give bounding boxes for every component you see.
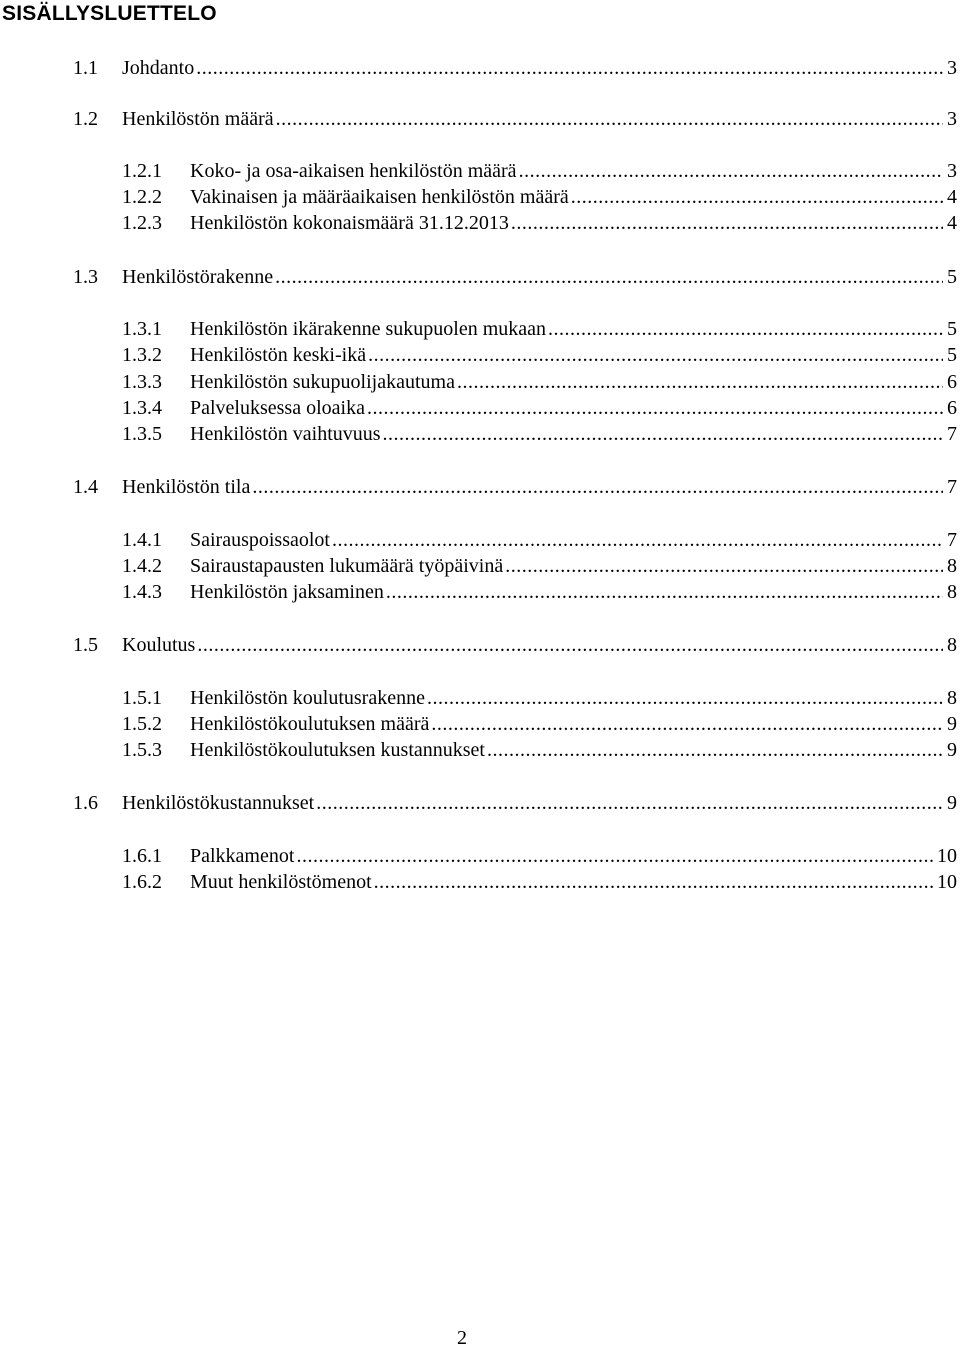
toc-entry-number: 1.2.3	[122, 212, 162, 234]
toc-entry-title: Vakinaisen ja määräaikaisen henkilöstön määrä	[190, 186, 569, 208]
toc-entry-title: Koulutus	[122, 634, 196, 656]
toc-entry-1-2[interactable]	[73, 106, 957, 132]
dot-leader	[275, 264, 943, 290]
page-number: 2	[457, 1327, 467, 1349]
toc-entry-1-2-2[interactable]	[122, 184, 957, 210]
dot-leader	[383, 421, 943, 447]
toc-entry-title: Henkilöstökoulutuksen kustannukset	[190, 739, 485, 761]
toc-entry-number: 1.2.2	[122, 186, 162, 208]
toc-entry-number: 1.4	[73, 476, 98, 498]
toc-entry-1-6-1[interactable]	[122, 843, 957, 869]
toc-entry-page: 9	[947, 792, 957, 814]
toc-entry-number: 1.5.2	[122, 713, 162, 735]
dot-leader	[367, 395, 943, 421]
toc-entry-number: 1.3.4	[122, 397, 162, 419]
toc-entry-1-5-1[interactable]	[122, 685, 957, 711]
toc-entry-number: 1.4.1	[122, 529, 162, 551]
toc-entry-number: 1.2.1	[122, 160, 162, 182]
dot-leader	[252, 474, 943, 500]
toc-entry-number: 1.5	[73, 634, 98, 656]
dot-leader	[427, 685, 943, 711]
toc-entry-title: Johdanto	[122, 57, 195, 79]
toc-entry-number: 1.6.1	[122, 845, 162, 867]
toc-entry-1-3-5[interactable]	[122, 421, 957, 447]
toc-entry-1-3-1[interactable]	[122, 316, 957, 342]
toc-entry-1-4-2[interactable]	[122, 553, 957, 579]
toc-entry-page: 8	[947, 634, 957, 656]
toc-entry-page: 7	[947, 476, 957, 498]
dot-leader	[368, 342, 943, 368]
dot-leader	[571, 184, 943, 210]
toc-entry-title: Henkilöstön kokonaismäärä 31.12.2013	[190, 212, 509, 234]
toc-entry-1-3-3[interactable]	[122, 369, 957, 395]
toc-entry-1-5-3[interactable]	[122, 737, 957, 763]
toc-entry-page: 5	[947, 344, 957, 366]
toc-entry-title: Henkilöstön vaihtuvuus	[190, 423, 381, 445]
toc-entry-1-3[interactable]	[73, 264, 957, 290]
toc-entry-title: Muut henkilöstömenot	[190, 871, 372, 893]
dot-leader	[276, 106, 943, 132]
dot-leader	[519, 158, 943, 184]
toc-entry-number: 1.5.3	[122, 739, 162, 761]
dot-leader	[511, 210, 943, 236]
toc-entry-page: 8	[947, 555, 957, 577]
toc-entry-page: 3	[947, 108, 957, 130]
toc-entry-number: 1.3.5	[122, 423, 162, 445]
toc-entry-number: 1.3.1	[122, 318, 162, 340]
toc-entry-number: 1.3.3	[122, 371, 162, 393]
toc-entry-page: 7	[947, 423, 957, 445]
toc-entry-title: Henkilöstön koulutusrakenne	[190, 687, 425, 709]
dot-leader	[316, 790, 943, 816]
toc-entry-page: 8	[947, 687, 957, 709]
dot-leader	[505, 553, 943, 579]
toc-entry-page: 9	[947, 739, 957, 761]
toc-entry-page: 3	[947, 57, 957, 79]
toc-entry-page: 7	[947, 529, 957, 551]
toc-entry-1-6-2[interactable]	[122, 869, 957, 895]
toc-entry-number: 1.3.2	[122, 344, 162, 366]
dot-leader	[196, 55, 943, 81]
dot-leader	[374, 869, 933, 895]
toc-entry-number: 1.3	[73, 266, 98, 288]
toc-entry-title: Henkilöstön määrä	[122, 108, 274, 130]
toc-entry-title: Sairauspoissaolot	[190, 529, 330, 551]
toc-entry-page: 6	[947, 397, 957, 419]
toc-entry-title: Koko- ja osa-aikaisen henkilöstön määrä	[190, 160, 517, 182]
toc-entry-page: 6	[947, 371, 957, 393]
toc-entry-page: 8	[947, 581, 957, 603]
toc-entry-1-1[interactable]	[73, 55, 957, 81]
toc-entry-1-4-1[interactable]	[122, 527, 957, 553]
toc-entry-title: Henkilöstön ikärakenne sukupuolen mukaan	[190, 318, 547, 340]
toc-entry-page: 5	[947, 318, 957, 340]
dot-leader	[197, 632, 943, 658]
dot-leader	[386, 579, 943, 605]
toc-entry-number: 1.1	[73, 57, 98, 79]
toc-entry-page: 10	[937, 871, 957, 893]
toc-entry-number: 1.4.3	[122, 581, 162, 603]
toc-entry-page: 9	[947, 713, 957, 735]
toc-entry-page: 4	[947, 186, 957, 208]
toc-entry-number: 1.6	[73, 792, 98, 814]
dot-leader	[487, 737, 943, 763]
dot-leader	[548, 316, 943, 342]
toc-entry-number: 1.2	[73, 108, 98, 130]
toc-entry-page: 3	[947, 160, 957, 182]
toc-entry-1-4-3[interactable]	[122, 579, 957, 605]
dot-leader	[332, 527, 943, 553]
toc-entry-number: 1.5.1	[122, 687, 162, 709]
toc-entry-title: Sairaustapausten lukumäärä työpäivinä	[190, 555, 504, 577]
toc-title: SISÄLLYSLUETTELO	[2, 2, 217, 25]
dot-leader	[296, 843, 933, 869]
toc-entry-1-3-2[interactable]	[122, 342, 957, 368]
dot-leader	[431, 711, 943, 737]
toc-entry-1-5[interactable]	[73, 632, 957, 658]
toc-entry-title: Palkkamenot	[190, 845, 295, 867]
toc-entry-number: 1.4.2	[122, 555, 162, 577]
toc-entry-page: 4	[947, 212, 957, 234]
toc-entry-1-4[interactable]	[73, 474, 957, 500]
dot-leader	[457, 369, 943, 395]
toc-entry-1-6[interactable]	[73, 790, 957, 816]
toc-entry-page: 10	[937, 845, 957, 867]
toc-entry-number: 1.6.2	[122, 871, 162, 893]
toc-entry-page: 5	[947, 266, 957, 288]
toc-entry-title: Henkilöstön tila	[122, 476, 251, 498]
toc-entry-1-2-3[interactable]	[122, 210, 957, 236]
toc-entry-title: Palveluksessa oloaika	[190, 397, 365, 419]
toc-entry-1-2-1[interactable]	[122, 158, 957, 184]
toc-entry-1-5-2[interactable]	[122, 711, 957, 737]
toc-entry-title: Henkilöstön sukupuolijakautuma	[190, 371, 455, 393]
toc-entry-title: Henkilöstön keski-ikä	[190, 344, 367, 366]
toc-entry-title: Henkilöstökustannukset	[122, 792, 315, 814]
toc-entry-title: Henkilöstörakenne	[122, 266, 274, 288]
toc-entry-title: Henkilöstökoulutuksen määrä	[190, 713, 430, 735]
toc-entry-title: Henkilöstön jaksaminen	[190, 581, 384, 603]
toc-entry-1-3-4[interactable]	[122, 395, 957, 421]
